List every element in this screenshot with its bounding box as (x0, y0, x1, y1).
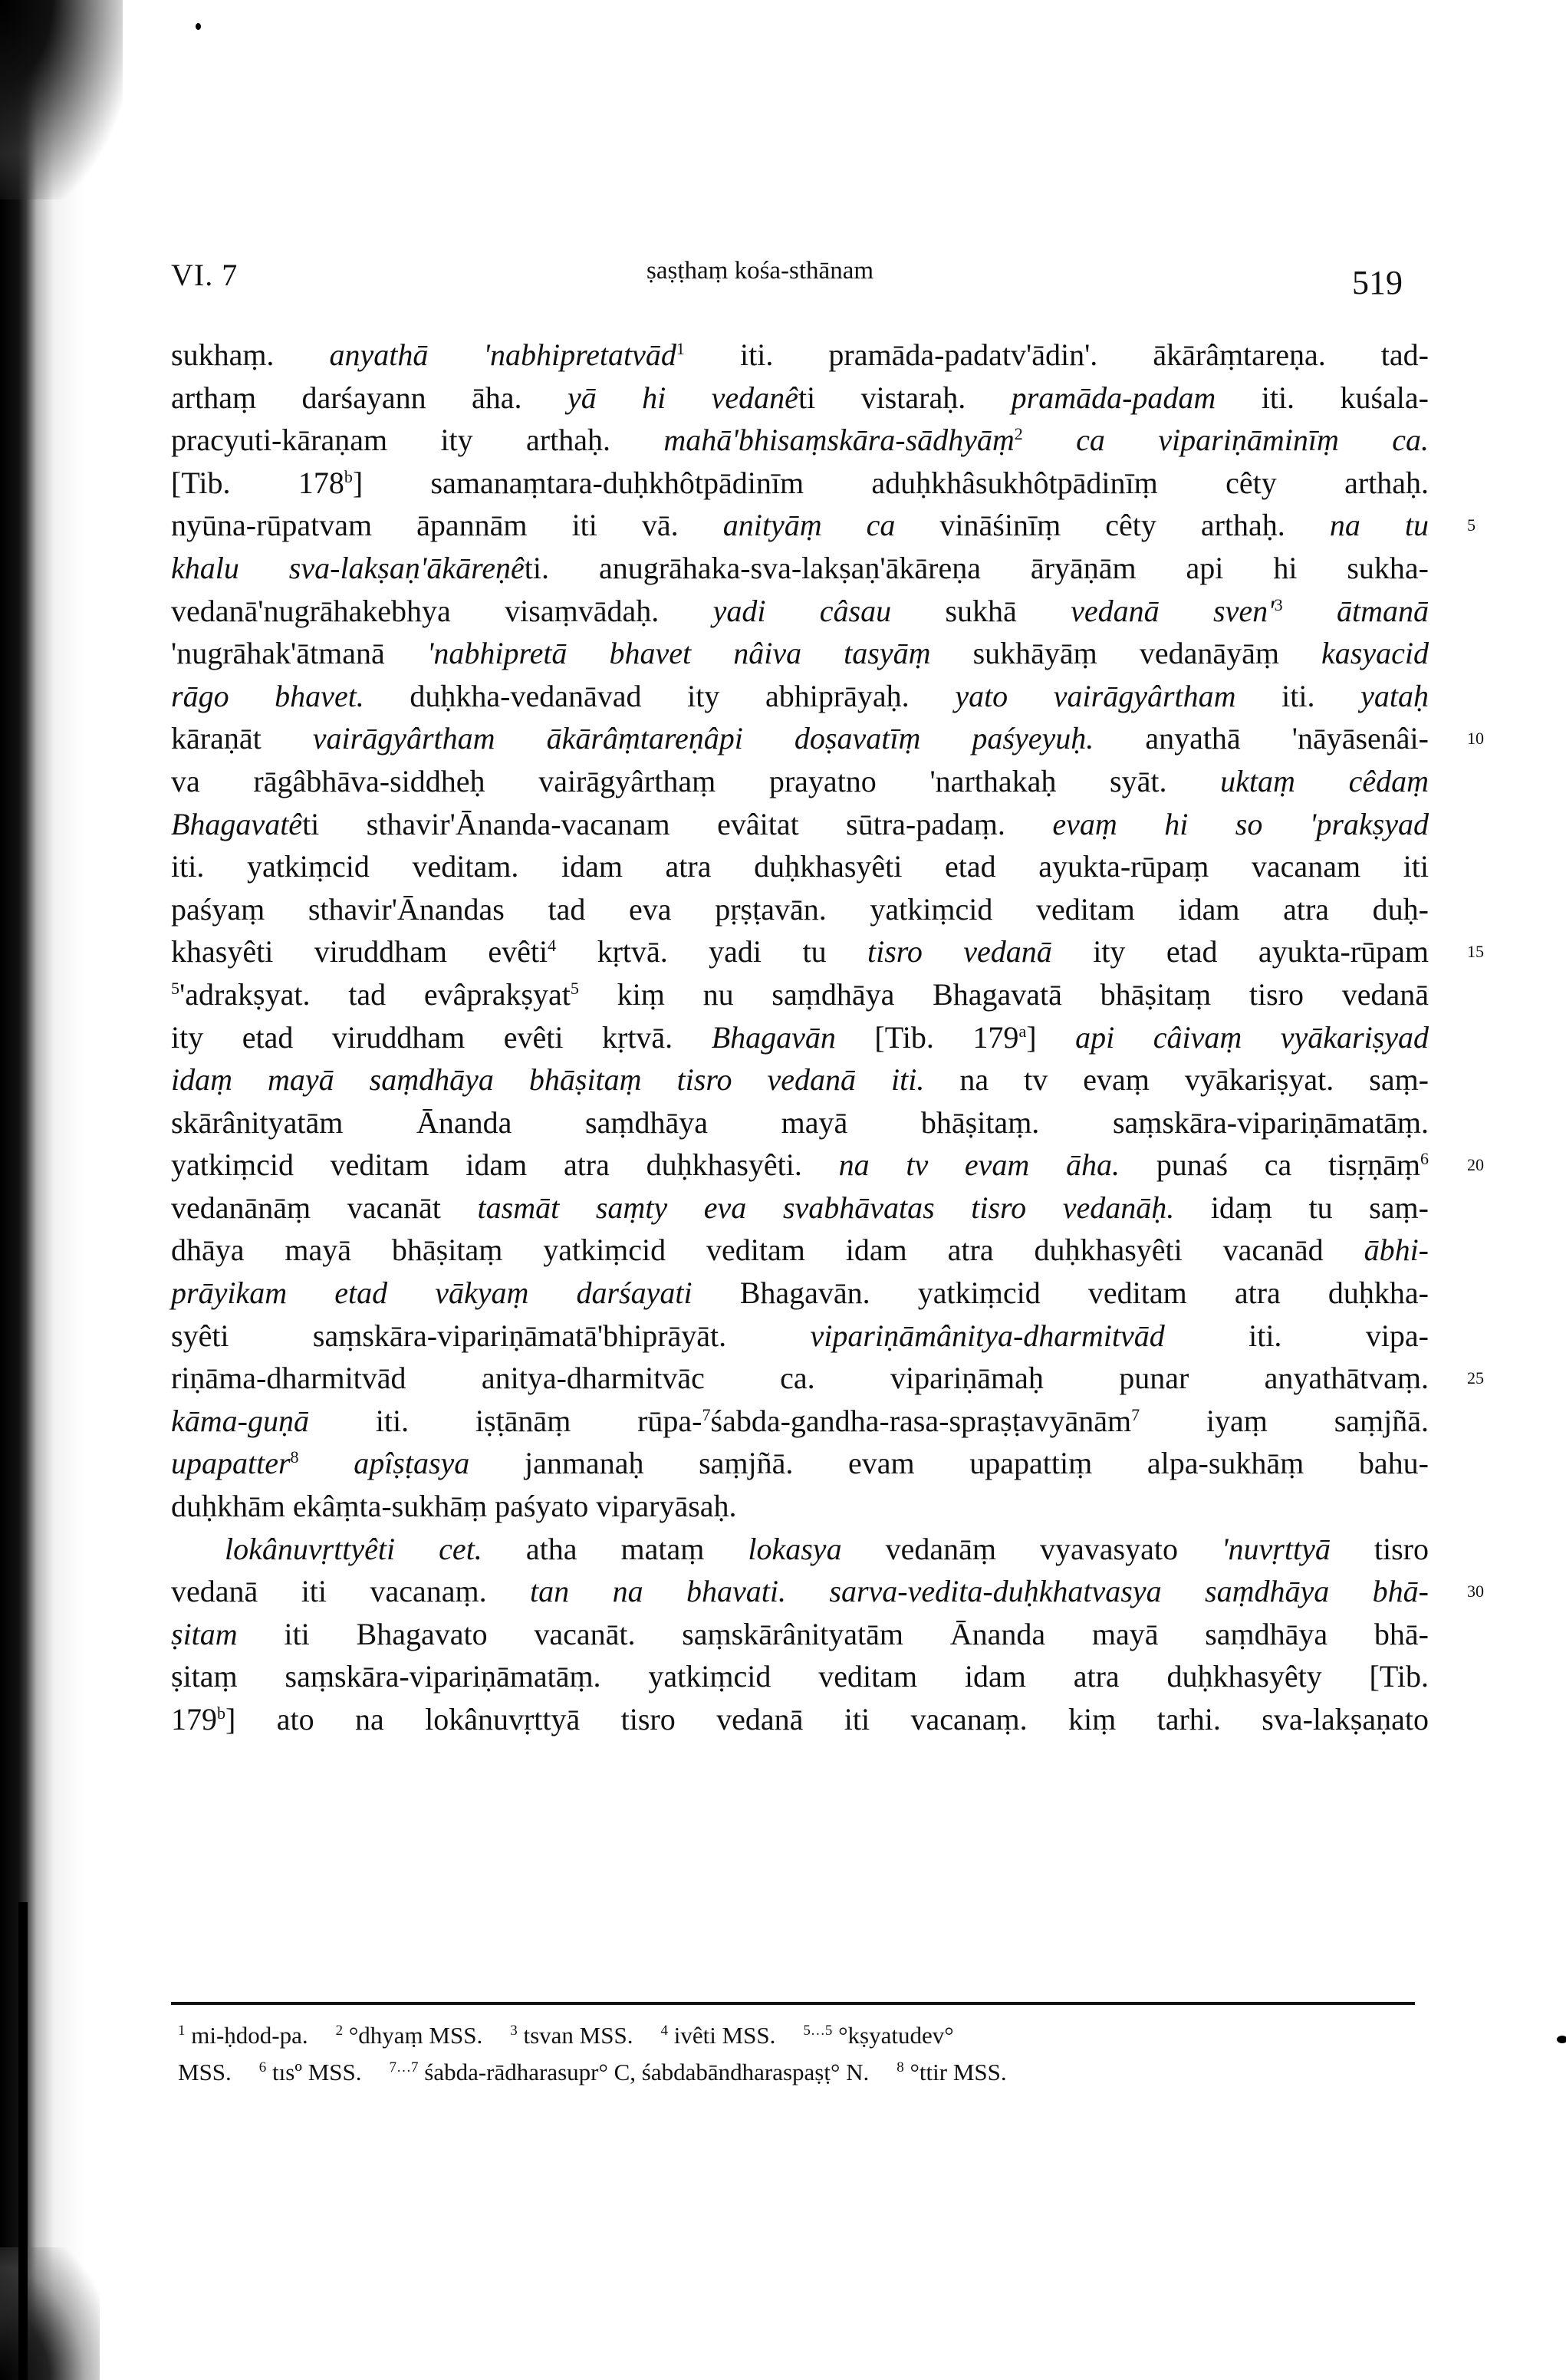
text-segment: ] samanaṃtara-duḥkhôtpādinīm aduḥkhâsukhôtpādinīṃ cêty arthaḥ. (352, 465, 1429, 500)
footnote-text: °kṣyatudev° (838, 2022, 954, 2049)
text-segment: duḥkha-vedanāvad ity abhiprāyaḥ. (364, 678, 956, 713)
text-segment: ity etad viruddham evêti kṛtvā. (171, 1019, 712, 1055)
text-line-content (171, 377, 1429, 420)
text-line-content (171, 334, 1429, 377)
text-line-content (171, 1229, 1429, 1272)
text-line-content (171, 419, 1429, 462)
text-segment: vedanāṃ vyavasyato (841, 1531, 1222, 1566)
footnote-number: 8 (897, 2059, 904, 2076)
text-segment: riṇāma-dharmitvād anitya-dharmitvāc ca. vipariṇāmaḥ punar anyathātvaṃ. (171, 1361, 1429, 1396)
text-segment: ti sthavir'Ānanda-vacanam evâitat sūtra-padaṃ. (302, 806, 1053, 841)
italic-segment: vairāgyârtham ākārâṃtareṇâpi doṣavatīṃ paśyeyuḥ. (312, 721, 1094, 756)
text-line-content (171, 590, 1429, 633)
text-line (171, 888, 1429, 931)
italic-segment: vipariṇāmânitya-dharmitvād (810, 1318, 1165, 1353)
text-segment: iti. yatkiṃcid veditam. idam atra duḥkhasyêti etad ayukta-rūpaṃ vacanam iti (171, 849, 1429, 884)
italic-segment: yataḥ (1360, 678, 1429, 713)
italic-segment: apîṣṭasya (298, 1446, 470, 1481)
italic-segment: 'nabhipretā bhavet nâiva tasyāṃ (426, 636, 931, 671)
footnote-text: °ttir MSS. (910, 2059, 1007, 2085)
italic-segment: lokasya (748, 1531, 842, 1566)
text-line (171, 1016, 1429, 1059)
text-segment: iti Bhagavato vacanāt. saṃskārânityatām Ānanda mayā saṃdhāya bhā- (237, 1616, 1429, 1651)
text-line-content (171, 1058, 1429, 1101)
footnote-ref: a (1018, 1021, 1027, 1041)
text-segment: paśyaṃ sthavir'Ānandas tad eva pṛṣṭavān. yatkiṃcid veditam idam atra duḥ- (171, 891, 1429, 927)
text-line-content (171, 462, 1429, 505)
italic-segment: rāgo bhavet. (171, 678, 364, 713)
text-segment: vedanā iti vacanaṃ. (171, 1574, 531, 1609)
running-header (171, 257, 1505, 311)
footnote-number: 7…7 (389, 2059, 419, 2076)
footnote-item (660, 2022, 775, 2049)
text-segment: skārânityatām Ānanda saṃdhāya mayā bhāṣitaṃ. saṃskāra-vipariṇāmatāṃ. (171, 1104, 1429, 1140)
text-segment: sukhā (891, 593, 1071, 628)
margin-line-number: 5 (1467, 515, 1476, 535)
text-segment: 179 (171, 1702, 217, 1736)
footnote-number: 4 (660, 2023, 668, 2039)
footnote-item (897, 2059, 1006, 2085)
text-line (171, 1187, 1429, 1230)
text-line-content (171, 1442, 1429, 1485)
text-segment: kiṃ nu saṃdhāya Bhagavatā bhāṣitaṃ tisro vedanā (578, 976, 1429, 1012)
text-segment: khasyêti viruddham evêti (171, 934, 548, 969)
binding-edge (18, 1902, 28, 2380)
text-line (171, 1442, 1429, 1485)
footnote-ref: 5 (171, 978, 179, 998)
italic-segment: anyathā 'nabhipretatvād (329, 337, 676, 372)
main-text (171, 334, 1484, 1741)
text-line (171, 419, 1429, 462)
text-line (171, 504, 1476, 547)
text-segment: vināśinīṃ cêty arthaḥ. (895, 508, 1330, 543)
footnote-ref: 7 (1131, 1404, 1140, 1424)
text-line-content (171, 1272, 1429, 1315)
italic-segment: mahā'bhisaṃskāra-sādhyāṃ (663, 423, 1015, 458)
italic-segment: anityāṃ ca (722, 508, 896, 543)
italic-segment: tasmāt saṃty eva svabhāvatas tisro vedanāḥ. (477, 1190, 1175, 1225)
text-segment: arthaṃ darśayann āha. (171, 380, 568, 415)
text-segment: vedanānāṃ vacanāt (171, 1190, 478, 1225)
text-line-content (171, 1315, 1429, 1358)
italic-segment: Bhagavān (711, 1019, 836, 1055)
text-segment: punaś ca tisṛṇāṃ (1120, 1147, 1421, 1183)
text-segment: ity etad ayukta-rūpam (1051, 934, 1429, 969)
footnote-text: ivêti MSS. (673, 2022, 776, 2049)
footnote-text: °dhyaṃ MSS. (348, 2022, 483, 2049)
text-line (171, 1315, 1429, 1358)
text-segment: ti vistaraḥ. (798, 380, 1012, 415)
italic-segment: na tu (1329, 508, 1429, 543)
footnote-line (178, 2017, 1420, 2054)
text-line (171, 845, 1429, 888)
text-line (171, 590, 1429, 633)
text-line-content (171, 930, 1429, 973)
text-segment: iti. pramāda-padatv'ādin'. ākārâṃtareṇa. tad- (684, 337, 1429, 372)
text-line (171, 1613, 1429, 1656)
footnote-text: tısº MSS. (272, 2059, 362, 2085)
text-line (171, 930, 1484, 973)
footnote-text: MSS. (178, 2059, 232, 2085)
italic-segment: yadi câsau (712, 593, 892, 628)
margin-line-number: 10 (1467, 729, 1484, 749)
text-segment: atha mataṃ (482, 1531, 748, 1566)
text-line-content (171, 547, 1429, 590)
italic-segment: ābhi- (1364, 1233, 1429, 1268)
italic-segment: prāyikam etad vākyaṃ darśayati (171, 1276, 693, 1311)
text-line-content (171, 632, 1429, 675)
text-line-content (171, 803, 1429, 846)
italic-segment: tisro vedanā (867, 934, 1052, 969)
footnote-number: 6 (258, 2059, 267, 2076)
text-line (171, 1698, 1429, 1741)
text-segment: śabda-gandha-rasa-spraṣṭavyānām (710, 1403, 1132, 1438)
footnote-ref: 4 (548, 936, 557, 956)
text-line (171, 1485, 1429, 1528)
italic-segment: na tv evam āha. (838, 1147, 1120, 1183)
footnotes (178, 2017, 1420, 2091)
text-line (171, 1144, 1484, 1187)
text-segment: duḥkhām ekâṃta-sukhāṃ paśyato viparyāsaḥ. (171, 1489, 737, 1524)
footnote-text: śabda-rādharasupr° C, śabdabāndharaspaṣṭ° N. (424, 2059, 870, 2085)
italic-segment: kasyacid (1321, 636, 1429, 671)
text-line-content (225, 1528, 1429, 1571)
text-segment: ti. anugrāhaka-sva-lakṣaṇ'ākāreṇa āryāṇām api hi sukha- (524, 550, 1429, 585)
text-line (171, 547, 1429, 590)
text-segment: ] (1026, 1019, 1076, 1055)
text-segment: 'adrakṣyat. tad evâprakṣyat (179, 976, 571, 1012)
text-line-content (171, 1655, 1429, 1698)
text-line (171, 632, 1429, 675)
text-segment: nyūna-rūpatvam āpannām iti vā. (171, 508, 723, 543)
text-line-content (171, 760, 1429, 803)
text-line (171, 1229, 1429, 1272)
footnote-number: 1 (178, 2023, 186, 2039)
text-line (171, 760, 1429, 803)
text-segment: Bhagavān. yatkiṃcid veditam atra duḥkha- (692, 1276, 1429, 1311)
text-segment: yatkiṃcid veditam idam atra duḥkhasyêti. (171, 1147, 839, 1183)
footnote-item (178, 2022, 308, 2049)
text-line-content (171, 1485, 1429, 1528)
text-line (171, 462, 1429, 505)
text-line (171, 717, 1484, 760)
italic-segment: evaṃ hi so 'prakṣyad (1052, 806, 1429, 841)
text-line (171, 377, 1429, 420)
italic-segment: tan na bhavati. sarva-vedita-duḥkhatvasya saṃdhāya bhā- (530, 1574, 1429, 1609)
italic-segment: yato vairāgyârtham (955, 678, 1236, 713)
italic-segment: 'nuvṛttyā (1221, 1531, 1331, 1566)
text-segment: vedanā'nugrāhakebhya visaṃvādaḥ. (171, 593, 713, 628)
italic-segment: pramāda-padam (1011, 380, 1216, 415)
margin-line-number: 25 (1467, 1368, 1484, 1388)
text-line-content (171, 973, 1429, 1016)
footnote-rule (171, 2002, 1415, 2005)
text-segment: [Tib. 179 (835, 1019, 1019, 1055)
text-segment: va rāgâbhāva-siddheḥ vairāgyârthaṃ prayatno 'narthakaḥ syāt. (171, 763, 1221, 798)
italic-segment: upapatter (171, 1446, 291, 1481)
text-line (171, 675, 1429, 718)
footnote-item (178, 2059, 232, 2085)
italic-segment: uktaṃ cêdaṃ (1220, 763, 1429, 798)
text-segment: iti. iṣṭānāṃ rūpa- (308, 1403, 702, 1438)
text-line-content (171, 1400, 1429, 1443)
footnote-ref: 2 (1014, 424, 1023, 444)
footnote-number: 3 (510, 2023, 518, 2039)
text-line-content (171, 717, 1429, 760)
italic-segment: ca vipariṇāminīṃ ca. (1022, 423, 1429, 458)
text-segment: kṛtvā. yadi tu (556, 934, 867, 969)
page-number: 519 (1352, 264, 1403, 301)
text-line-content (171, 1357, 1429, 1400)
text-line (171, 973, 1429, 1016)
margin-line-number: 30 (1467, 1582, 1484, 1601)
italic-segment: ātmanā (1282, 593, 1429, 628)
binding-shadow-bottom (0, 2247, 100, 2380)
text-segment: dhāya mayā bhāṣitaṃ yatkiṃcid veditam idam atra duḥkhasyêti vacanād (171, 1233, 1364, 1268)
text-line (171, 803, 1429, 846)
text-line (171, 1272, 1429, 1315)
text-segment: ] ato na lokânuvṛttyā tisro vedanā iti vacanaṃ. kiṃ tarhi. sva-lakṣaṇato (225, 1702, 1429, 1736)
text-segment: iti. (1235, 678, 1361, 713)
text-segment: sukhāyāṃ vedanāyāṃ (930, 636, 1322, 671)
italic-segment: idaṃ mayā saṃdhāya bhāṣitaṃ tisro vedanā iti. (171, 1062, 925, 1098)
text-line (171, 1101, 1429, 1144)
text-segment: [Tib. 178 (171, 465, 344, 500)
footnote-ref: b (217, 1704, 225, 1723)
text-segment: na tv evaṃ vyākariṣyat. saṃ- (924, 1062, 1429, 1098)
italic-segment: yā hi vedanê (567, 380, 798, 415)
italic-segment: api câivaṃ vyākariṣyad (1075, 1019, 1429, 1055)
scan-speck (196, 23, 201, 30)
footnote-ref: 1 (676, 339, 685, 358)
text-segment: tisro (1330, 1531, 1429, 1566)
footnote-item (336, 2022, 483, 2049)
text-segment: iyaṃ saṃjñā. (1140, 1403, 1429, 1438)
footnote-number: 5…5 (803, 2023, 833, 2039)
text-line-content (171, 1187, 1429, 1230)
text-line (171, 1058, 1429, 1101)
text-line-content (171, 1570, 1429, 1613)
footnote-number: 2 (335, 2023, 344, 2039)
margin-line-number: 20 (1467, 1155, 1484, 1175)
text-segment: iti. vipa- (1164, 1318, 1429, 1353)
running-title: ṣaṣṭhaṃ kośa-sthānam (646, 257, 874, 285)
text-line-content (171, 888, 1429, 931)
italic-segment: ṣitam (171, 1616, 238, 1651)
footnote-ref: 6 (1420, 1149, 1429, 1169)
footnote-text: tsvan MSS. (523, 2022, 633, 2049)
italic-segment: khalu sva-lakṣaṇ'ākāreṇê (171, 550, 525, 585)
text-line-content (171, 1613, 1429, 1656)
text-line-content (171, 1101, 1429, 1144)
footnote-ref: 8 (290, 1447, 299, 1467)
footnote-item (803, 2022, 953, 2049)
text-segment: sukhaṃ. (171, 337, 330, 372)
binding-shadow-top (0, 0, 123, 199)
scan-speck (1557, 2036, 1566, 2043)
section-number: VI. 7 (171, 258, 239, 292)
footnote-ref: 5 (570, 978, 579, 998)
footnote-line (178, 2054, 1420, 2091)
margin-line-number: 15 (1467, 942, 1484, 962)
italic-segment: Bhagavatê (171, 806, 303, 841)
text-line (171, 1400, 1429, 1443)
text-segment: kāraṇāt (171, 721, 313, 756)
footnote-ref: b (344, 466, 353, 486)
text-line-content (171, 675, 1429, 718)
text-line-content (171, 1016, 1429, 1059)
text-segment: iti. kuśala- (1216, 380, 1429, 415)
text-line (171, 1357, 1484, 1400)
text-line-content (171, 845, 1429, 888)
text-segment: janmanaḥ saṃjñā. evam upapattiṃ alpa-sukhāṃ bahu- (469, 1446, 1429, 1481)
footnote-text: mi-ḥdod-pa. (191, 2022, 308, 2049)
italic-segment: kāma-guṇā (171, 1403, 309, 1438)
text-line (171, 1570, 1484, 1613)
text-segment: pracyuti-kāraṇam ity arthaḥ. (171, 423, 664, 458)
italic-segment: lokânuvṛttyêti cet. (225, 1531, 482, 1566)
text-segment: anyathā 'nāyāsenâi- (1094, 721, 1429, 756)
text-line-content (171, 504, 1429, 547)
text-segment: 'nugrāhak'ātmanā (171, 636, 427, 671)
text-segment: ṣitaṃ saṃskāra-vipariṇāmatāṃ. yatkiṃcid veditam idam atra duḥkhasyêty [Tib. (171, 1659, 1429, 1694)
footnote-item (390, 2059, 870, 2085)
italic-segment: vedanā sven' (1071, 593, 1275, 628)
text-segment: syêti saṃskāra-vipariṇāmatā'bhiprāyāt. (171, 1318, 811, 1353)
footnote-ref: 7 (702, 1404, 711, 1424)
text-line-content (171, 1144, 1429, 1187)
text-line-content (171, 1698, 1429, 1741)
text-line (171, 1655, 1429, 1698)
binding-shadow (0, 0, 84, 2380)
text-segment: idaṃ tu saṃ- (1174, 1190, 1429, 1225)
text-line (171, 1528, 1429, 1571)
text-line (171, 334, 1429, 377)
footnote-item (510, 2022, 633, 2049)
footnote-item (259, 2059, 362, 2085)
footnote-ref: 3 (1274, 594, 1283, 614)
